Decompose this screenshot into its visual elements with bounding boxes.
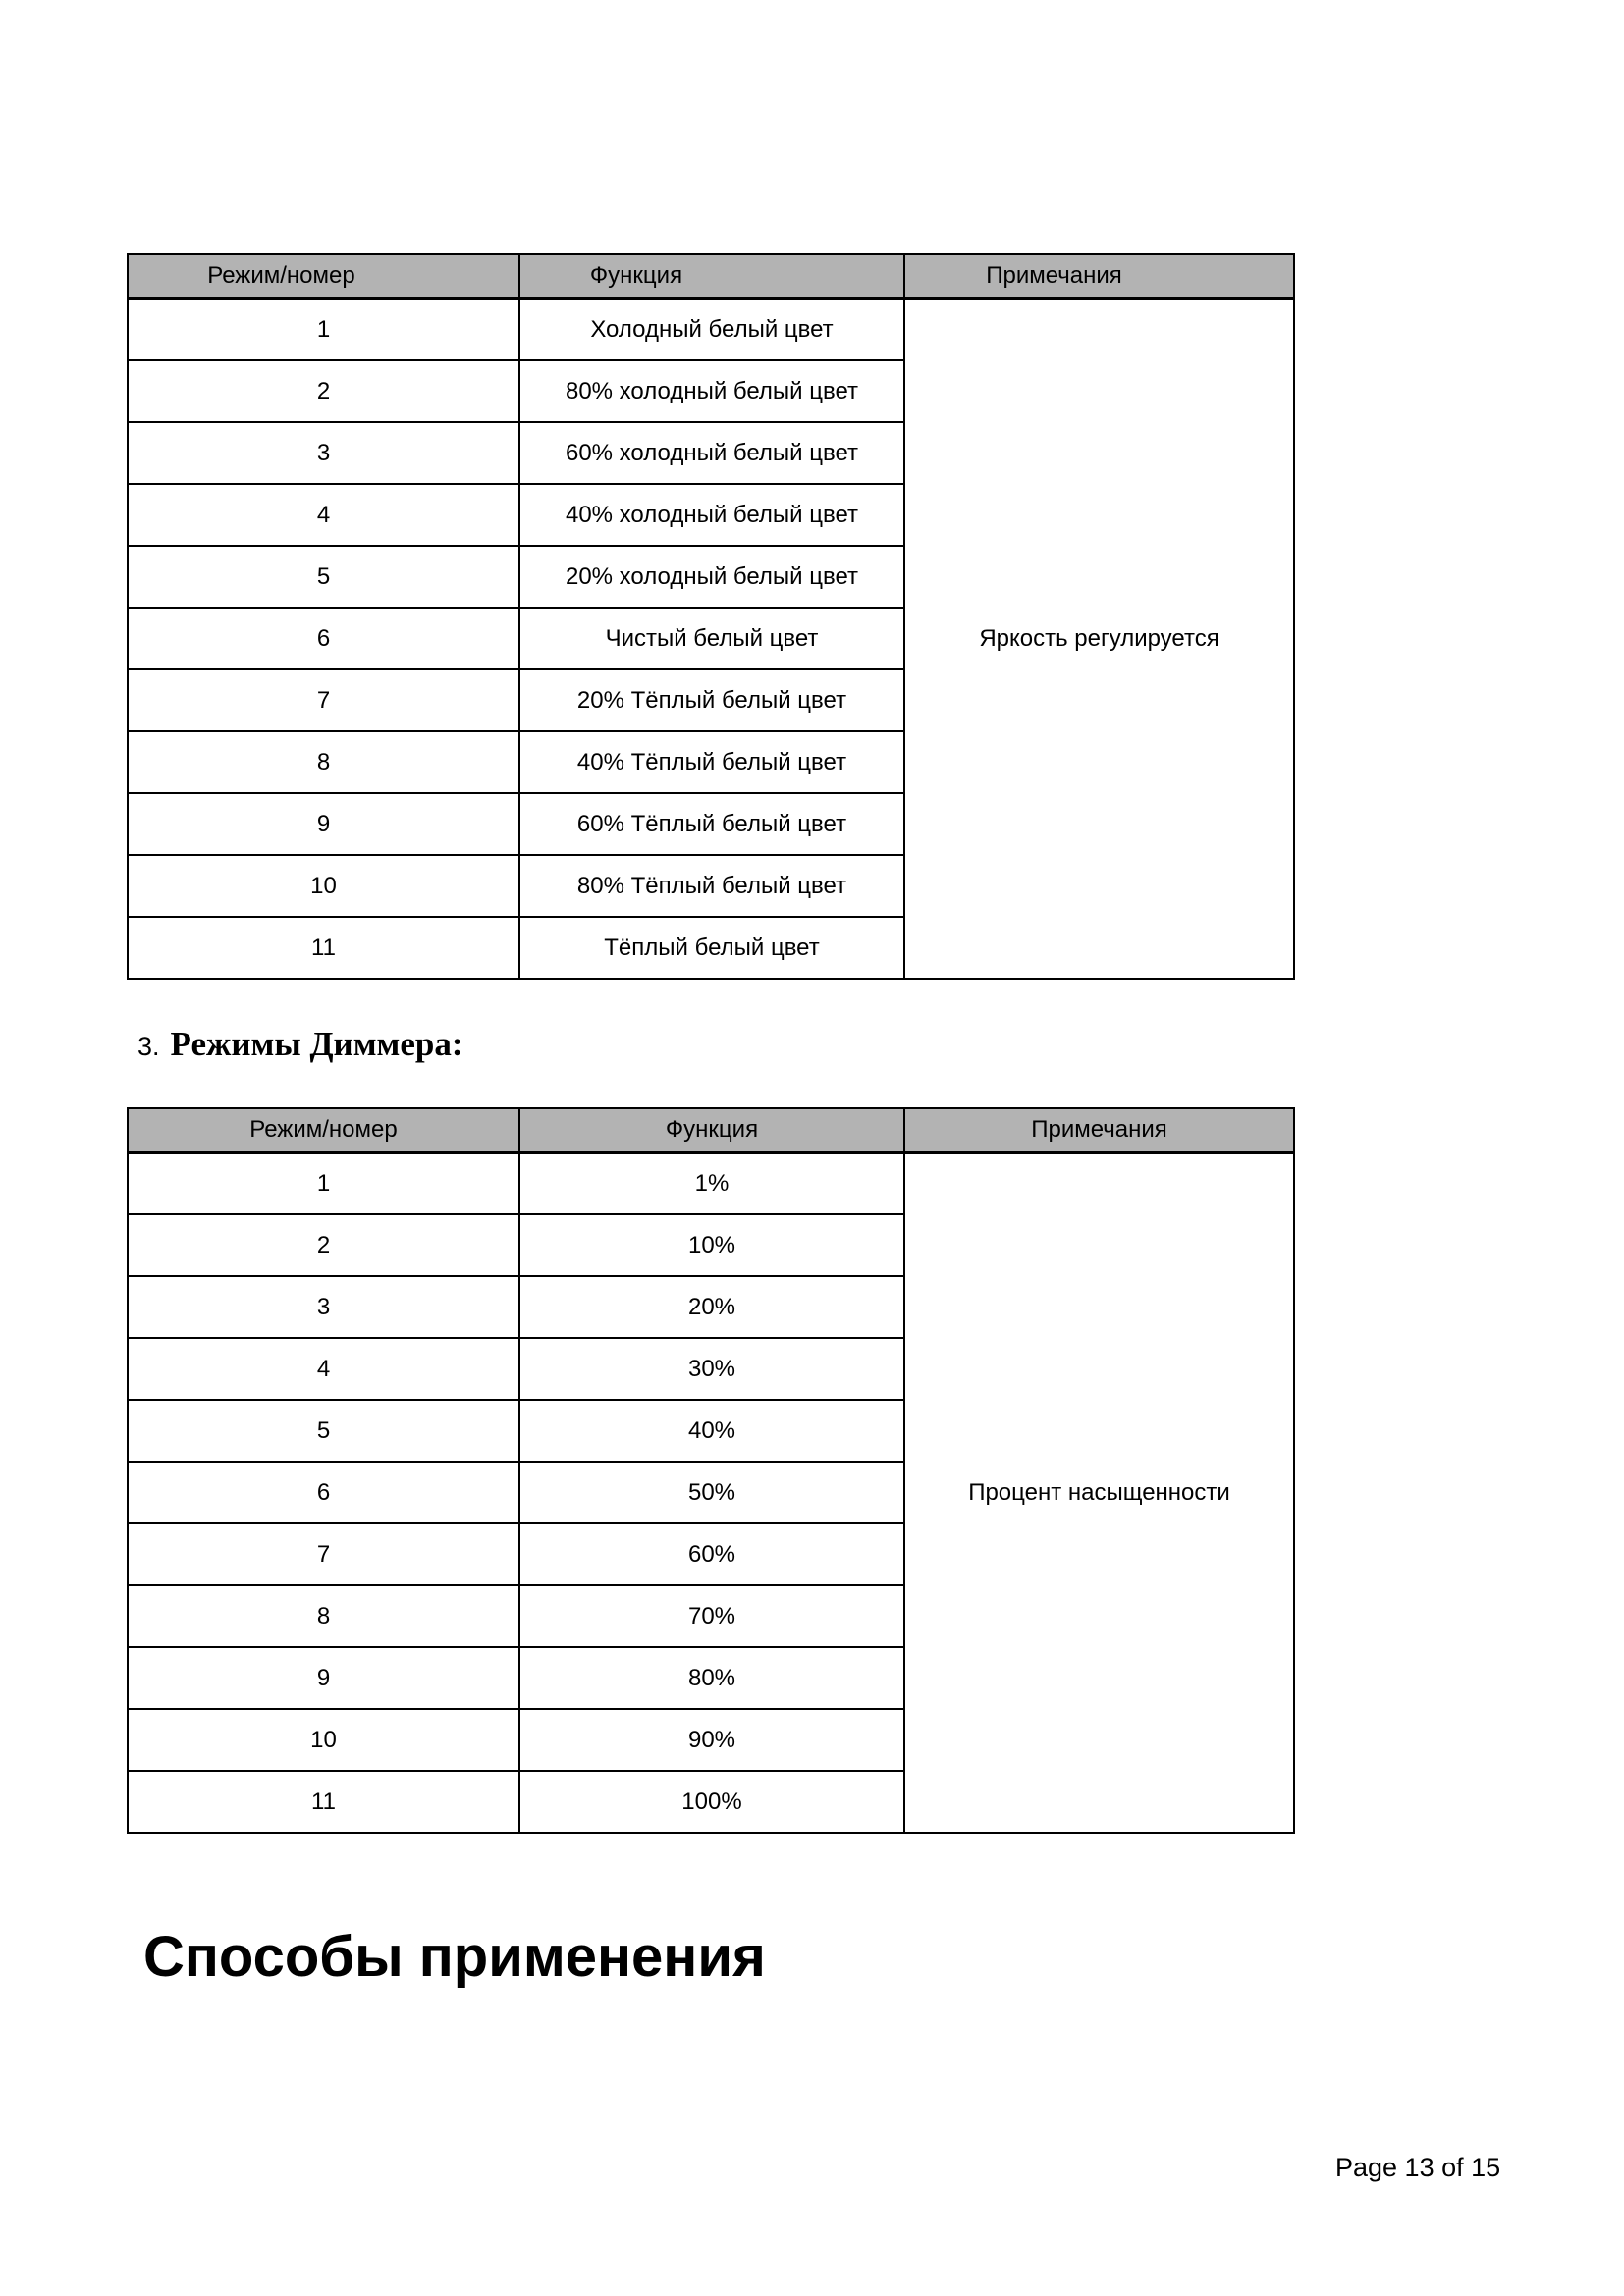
- function-cell: 60% холодный белый цвет: [519, 422, 904, 484]
- mode-number-cell: 10: [128, 855, 519, 917]
- function-cell: 80% холодный белый цвет: [519, 360, 904, 422]
- notes-merged-cell: Яркость регулируется: [904, 298, 1294, 979]
- function-cell: 40% Тёплый белый цвет: [519, 731, 904, 793]
- mode-number-cell: 8: [128, 1585, 519, 1647]
- white-color-modes-table: [127, 253, 1295, 980]
- column-header-function: Функция: [519, 254, 904, 298]
- mode-number-cell: 6: [128, 1462, 519, 1523]
- mode-number-cell: 6: [128, 608, 519, 669]
- function-cell: 30%: [519, 1338, 904, 1400]
- function-cell: 40% холодный белый цвет: [519, 484, 904, 546]
- section-title: Режимы Диммера:: [170, 1025, 463, 1063]
- mode-number-cell: 10: [128, 1709, 519, 1771]
- function-cell: 1%: [519, 1152, 904, 1214]
- mode-number-cell: 11: [128, 917, 519, 979]
- mode-number-cell: 3: [128, 422, 519, 484]
- function-cell: Холодный белый цвет: [519, 298, 904, 360]
- mode-number-cell: 8: [128, 731, 519, 793]
- column-header-notes: Примечания: [904, 1108, 1294, 1152]
- function-cell: 100%: [519, 1771, 904, 1833]
- function-cell: 80%: [519, 1647, 904, 1709]
- function-cell: 80% Тёплый белый цвет: [519, 855, 904, 917]
- section-number: 3.: [137, 1032, 160, 1061]
- mode-number-cell: 7: [128, 669, 519, 731]
- column-header-mode: Режим/номер: [128, 254, 519, 298]
- function-cell: Чистый белый цвет: [519, 608, 904, 669]
- function-cell: 60%: [519, 1523, 904, 1585]
- notes-merged-cell: Процент насыщенности: [904, 1152, 1294, 1833]
- table-header-row: [128, 254, 1294, 298]
- table-row: [128, 1152, 1294, 1214]
- mode-number-cell: 2: [128, 1214, 519, 1276]
- column-header-function: Функция: [519, 1108, 904, 1152]
- mode-number-cell: 7: [128, 1523, 519, 1585]
- function-cell: 20%: [519, 1276, 904, 1338]
- function-cell: 20% Тёплый белый цвет: [519, 669, 904, 731]
- table-header-row: [128, 1108, 1294, 1152]
- main-heading: Способы применения: [143, 1925, 766, 1989]
- function-cell: 10%: [519, 1214, 904, 1276]
- function-cell: 60% Тёплый белый цвет: [519, 793, 904, 855]
- column-header-notes: Примечания: [904, 254, 1294, 298]
- section-heading: [137, 1025, 463, 1064]
- function-cell: 70%: [519, 1585, 904, 1647]
- mode-number-cell: 5: [128, 1400, 519, 1462]
- mode-number-cell: 1: [128, 1152, 519, 1214]
- function-cell: Тёплый белый цвет: [519, 917, 904, 979]
- dimmer-modes-table: [127, 1107, 1295, 1834]
- mode-number-cell: 4: [128, 1338, 519, 1400]
- function-cell: 20% холодный белый цвет: [519, 546, 904, 608]
- function-cell: 90%: [519, 1709, 904, 1771]
- mode-number-cell: 4: [128, 484, 519, 546]
- mode-number-cell: 9: [128, 793, 519, 855]
- function-cell: 40%: [519, 1400, 904, 1462]
- mode-number-cell: 5: [128, 546, 519, 608]
- mode-number-cell: 9: [128, 1647, 519, 1709]
- table-row: [128, 298, 1294, 360]
- page-number-footer: Page 13 of 15: [1335, 2153, 1501, 2182]
- function-cell: 50%: [519, 1462, 904, 1523]
- mode-number-cell: 3: [128, 1276, 519, 1338]
- mode-number-cell: 1: [128, 298, 519, 360]
- mode-number-cell: 11: [128, 1771, 519, 1833]
- mode-number-cell: 2: [128, 360, 519, 422]
- column-header-mode: Режим/номер: [128, 1108, 519, 1152]
